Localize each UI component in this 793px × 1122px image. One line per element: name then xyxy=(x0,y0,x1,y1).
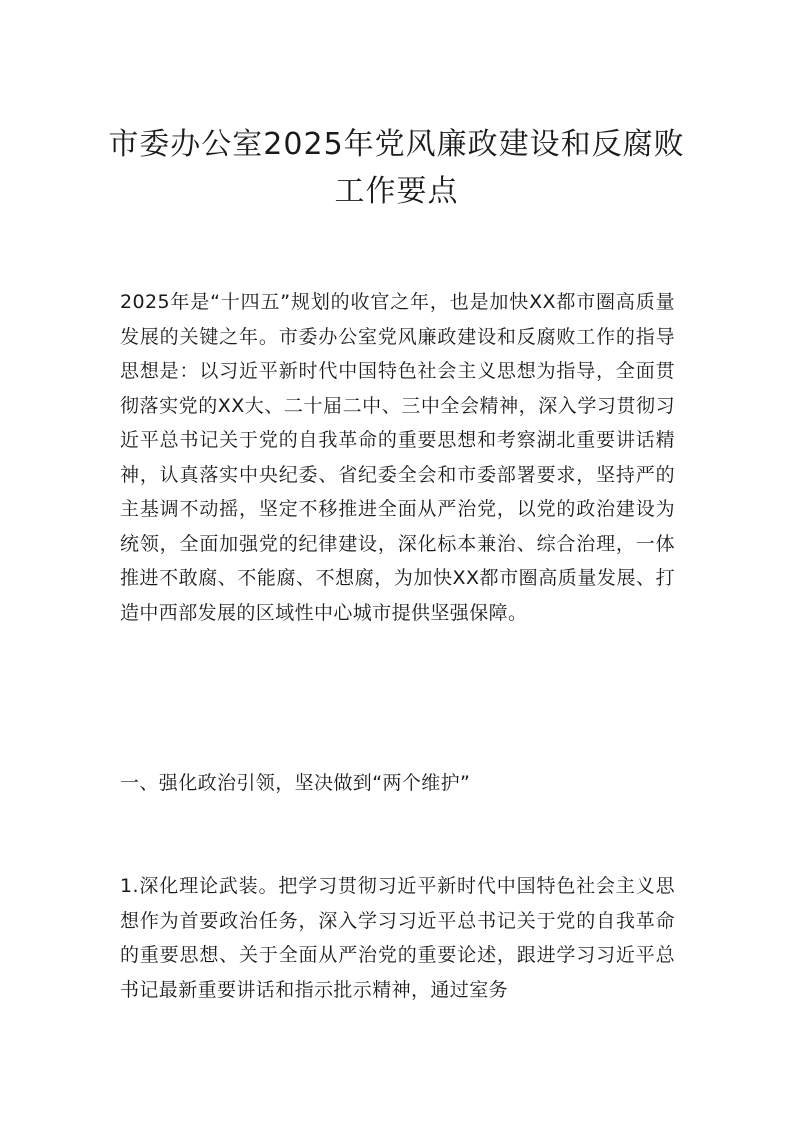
intro-paragraph: 2025年是“十四五”规划的收官之年，也是加快XX都市圈高质量发展的关键之年。市委办公室党风廉政建设和反腐败工作的指导思想是：以习近平新时代中国特色社会主义思想为指导，全面贯彻落实党的XX大、二十届二中、三中全会精神，深入学习贯彻习近平总书记关于党的自我革命的重要思想和考察湖北重要讲话精神，认真落实中央纪委、省纪委全会和市委部署要求，坚持严的主基调不动摇，坚定不移推进全面从严治党，以党的政治建设为统领，全面加强党的纪律建设，深化标本兼治、综合治理，一体推进不敢腐、不能腐、不想腐，为加快XX都市圈高质量发展、打造中西部发展的区域性中心城市提供坚强保障。 xyxy=(120,291,675,624)
section-1-item-1-paragraph: 1.深化理论武装。把学习贯彻习近平新时代中国特色社会主义思想作为首要政治任务，深入学习习近平总书记关于党的自我革命的重要思想、关于全面从严治党的重要论述，跟进学习习近平总书记最新重要讲话和指示批示精神，通过室务 xyxy=(120,875,675,1001)
document-title-line-1: 市委办公室2025年党风廉政建设和反腐败 xyxy=(108,127,685,162)
section-1-heading: 一、强化政治引领，坚决做到“两个维护” xyxy=(120,772,471,794)
document-title-line-2: 工作要点 xyxy=(334,174,459,209)
